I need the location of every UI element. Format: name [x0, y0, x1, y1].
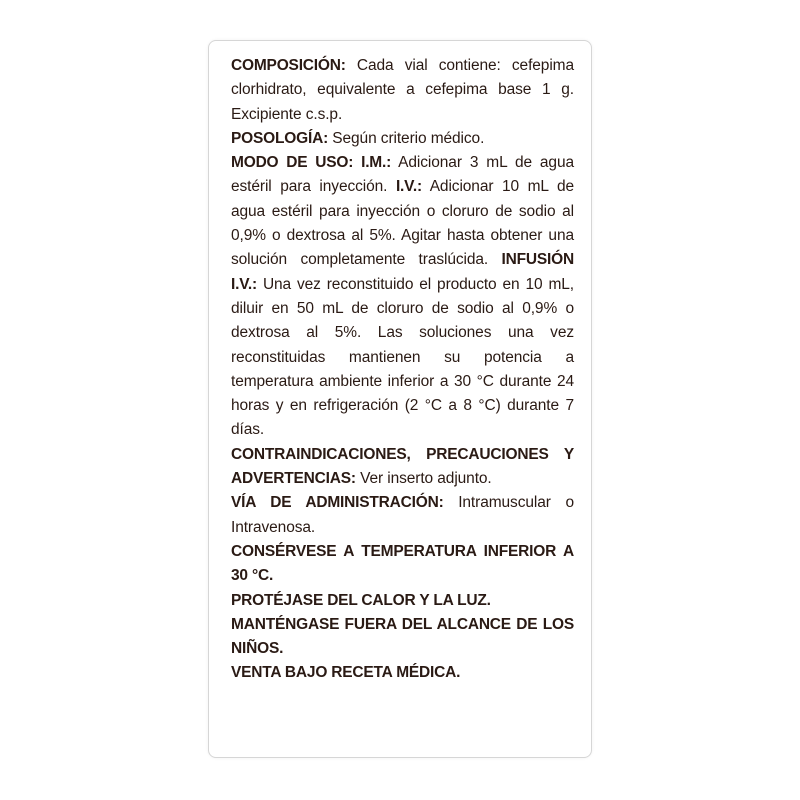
usage-iv-heading: I.V.: — [395, 178, 422, 196]
dosage-section — [231, 127, 574, 151]
route-section — [231, 491, 574, 540]
dosage-text: Según criterio médico. — [332, 129, 485, 147]
label-text — [231, 54, 574, 686]
composition-section — [231, 54, 574, 127]
storage-warning: CONSÉRVESE A TEMPERATURA INFERIOR A 30 °C. — [231, 542, 574, 585]
usage-section — [231, 151, 574, 443]
dosage-heading: POSOLOGÍA: — [231, 129, 329, 147]
protect-warning: PROTÉJASE DEL CALOR Y LA LUZ. — [231, 591, 491, 609]
route-heading: VÍA DE ADMINISTRACIÓN: — [231, 494, 444, 512]
contraindications-section — [231, 443, 574, 492]
usage-im-text: Adicionar 3 mL de agua estéril para inyección. — [231, 154, 574, 196]
product-label — [208, 40, 592, 758]
usage-infusion-heading: INFUSIÓN I.V.: — [231, 251, 574, 293]
composition-text: Cada vial contiene: cefepima clorhidrato, equivalente a cefepima base 1 g. Excipiente c.s.p. — [231, 57, 574, 123]
usage-iv-text: Adicionar 10 mL de agua estéril para inyección o cloruro de sodio al 0,9% o dextrosa al 5%. Agitar hasta obtener una solución completamente traslúcida. — [231, 178, 574, 269]
composition-heading: COMPOSICIÓN: — [231, 57, 346, 74]
usage-infusion-text: Una vez reconstituido el producto en 10 mL, diluir en 50 mL de cloruro de sodio al 0,9% o dextrosa al 5%. Las soluciones una vez reconstituidas mantienen su potencia a temperatura ambiente inferior a 30 °C durante 24 horas y en refrigeración (2 °C a 8 °C) durante 7 días. — [231, 275, 574, 439]
children-warning: MANTÉNGASE FUERA DEL ALCANCE DE LOS NIÑOS. — [231, 615, 574, 658]
usage-im-heading: I.M.: — [361, 154, 392, 172]
prescription-warning: VENTA BAJO RECETA MÉDICA. — [231, 664, 461, 682]
contraindications-text: Ver inserto adjunto. — [360, 470, 492, 488]
contraindications-heading: CONTRAINDICACIONES, PRECAUCIONES Y ADVERTENCIAS: — [231, 445, 574, 488]
usage-heading: MODO DE USO: — [231, 154, 354, 172]
route-text: Intramuscular o Intravenosa. — [231, 494, 574, 536]
